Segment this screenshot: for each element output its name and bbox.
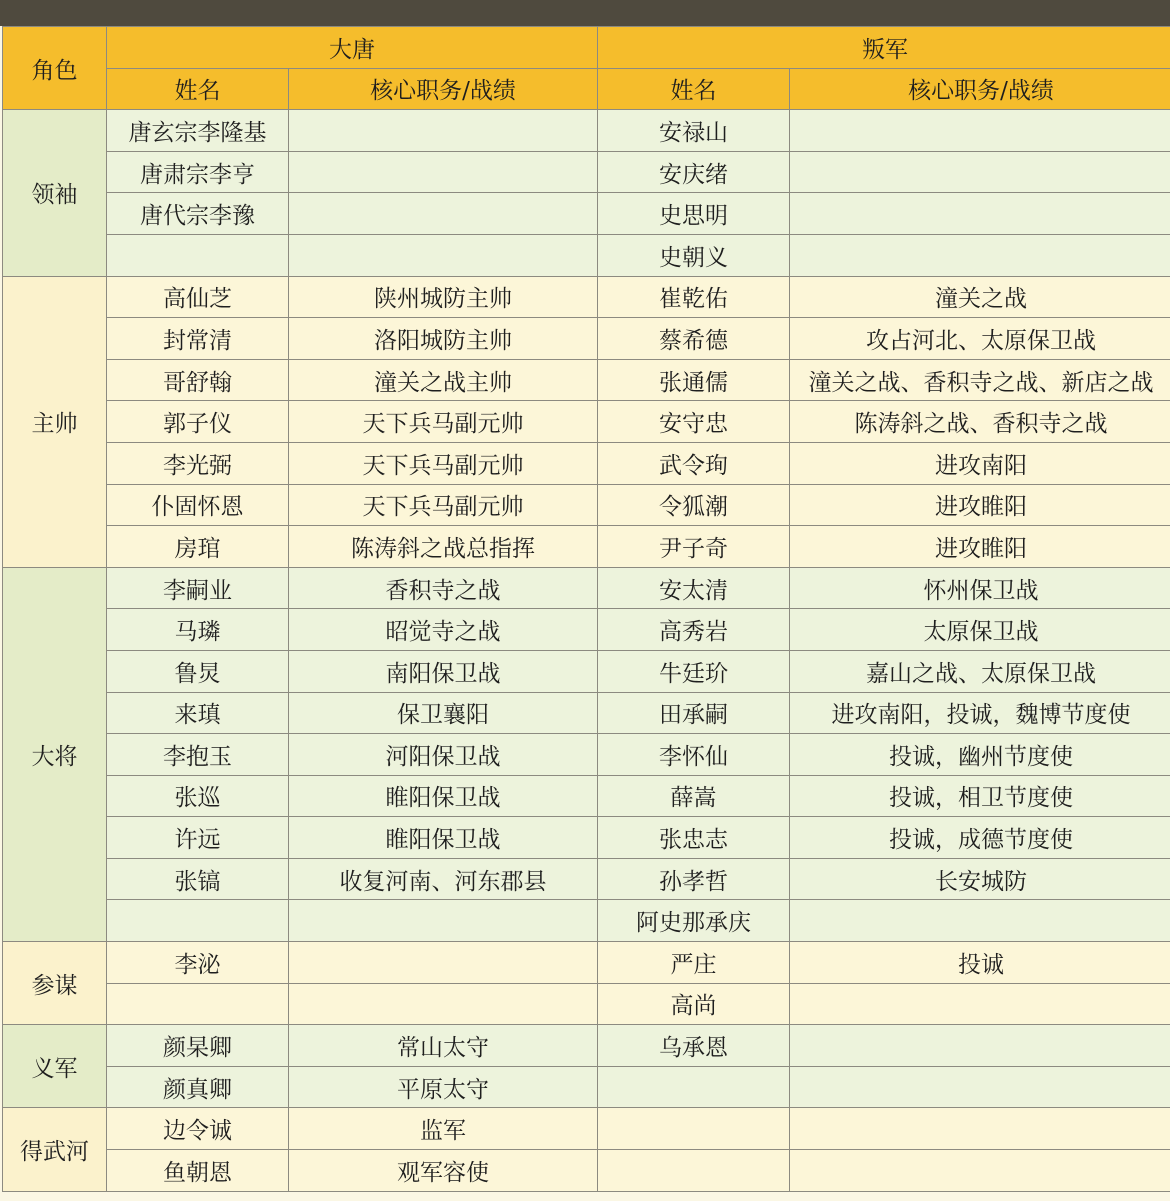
table-row xyxy=(3,484,1170,526)
rebel-duty-cell: 进攻睢阳 xyxy=(790,484,1170,526)
rebel-name-cell: 阿史那承庆 xyxy=(598,900,790,942)
table-row xyxy=(3,151,1170,193)
rebel-duty-cell: 长安城防 xyxy=(790,858,1170,900)
table-row xyxy=(3,983,1170,1025)
role-cell: 参谋 xyxy=(3,942,107,1025)
table-row xyxy=(3,526,1170,568)
rebel-duty-cell xyxy=(790,110,1170,152)
table-row xyxy=(3,567,1170,609)
rebel-name-cell: 薛嵩 xyxy=(598,775,790,817)
tang-name-cell xyxy=(107,900,289,942)
table-row xyxy=(3,1150,1170,1192)
table-row xyxy=(3,692,1170,734)
tang-name-cell: 李嗣业 xyxy=(107,567,289,609)
rebel-duty-cell: 进攻南阳，投诚，魏博节度使 xyxy=(790,692,1170,734)
rebel-name-cell: 高尚 xyxy=(598,983,790,1025)
tang-duty-cell: 陕州城防主帅 xyxy=(289,276,598,318)
top-bar xyxy=(0,0,1170,26)
tang-duty-cell: 收复河南、河东郡县 xyxy=(289,858,598,900)
table-row xyxy=(3,276,1170,318)
tang-name-cell: 郭子仪 xyxy=(107,401,289,443)
tang-duty-cell: 天下兵马副元帅 xyxy=(289,484,598,526)
rebel-duty-cell xyxy=(790,1025,1170,1067)
table-row xyxy=(3,1066,1170,1108)
tang-duty-cell xyxy=(289,900,598,942)
rebel-duty-cell xyxy=(790,1108,1170,1150)
tang-duty-cell: 观军容使 xyxy=(289,1150,598,1192)
table-row xyxy=(3,234,1170,276)
role-cell: 得武河 xyxy=(3,1108,107,1191)
tang-duty-cell xyxy=(289,110,598,152)
rebel-duty-cell: 潼关之战、香积寺之战、新店之战 xyxy=(790,359,1170,401)
rebel-duty-cell: 投诚，成德节度使 xyxy=(790,817,1170,859)
rebel-name-cell: 李怀仙 xyxy=(598,734,790,776)
tang-name-cell xyxy=(107,234,289,276)
tang-name-cell: 高仙芝 xyxy=(107,276,289,318)
table-row xyxy=(3,193,1170,235)
rebel-duty-cell: 进攻南阳 xyxy=(790,442,1170,484)
tang-duty-cell: 河阳保卫战 xyxy=(289,734,598,776)
tang-name-cell: 李光弼 xyxy=(107,442,289,484)
rebel-name-cell: 安禄山 xyxy=(598,110,790,152)
tang-duty-cell: 香积寺之战 xyxy=(289,567,598,609)
rebel-name-cell: 孙孝哲 xyxy=(598,858,790,900)
rebel-name-cell: 崔乾佑 xyxy=(598,276,790,318)
tang-name-cell: 仆固怀恩 xyxy=(107,484,289,526)
rebel-duty-cell xyxy=(790,234,1170,276)
tang-duty-cell: 天下兵马副元帅 xyxy=(289,401,598,443)
table-row xyxy=(3,442,1170,484)
table-row xyxy=(3,650,1170,692)
rebel-name-cell xyxy=(598,1066,790,1108)
tang-duty-cell xyxy=(289,193,598,235)
rebel-name-cell: 安太清 xyxy=(598,567,790,609)
table-row xyxy=(3,110,1170,152)
header-rebel-duty: 核心职务/战绩 xyxy=(790,68,1170,110)
tang-duty-cell: 潼关之战主帅 xyxy=(289,359,598,401)
header-tang-name: 姓名 xyxy=(107,68,289,110)
tang-duty-cell: 保卫襄阳 xyxy=(289,692,598,734)
tang-duty-cell: 洛阳城防主帅 xyxy=(289,318,598,360)
rebel-name-cell xyxy=(598,1150,790,1192)
tang-name-cell xyxy=(107,983,289,1025)
table-row xyxy=(3,775,1170,817)
tang-duty-cell: 南阳保卫战 xyxy=(289,650,598,692)
tang-name-cell: 颜真卿 xyxy=(107,1066,289,1108)
tang-name-cell: 颜杲卿 xyxy=(107,1025,289,1067)
header-tang-duty: 核心职务/战绩 xyxy=(289,68,598,110)
table-row xyxy=(3,734,1170,776)
tang-name-cell: 许远 xyxy=(107,817,289,859)
tang-name-cell: 李抱玉 xyxy=(107,734,289,776)
role-cell: 领袖 xyxy=(3,110,107,276)
tang-duty-cell xyxy=(289,234,598,276)
header-tang: 大唐 xyxy=(107,27,598,69)
rebel-duty-cell: 陈涛斜之战、香积寺之战 xyxy=(790,401,1170,443)
tang-duty-cell: 监军 xyxy=(289,1108,598,1150)
tang-name-cell: 来瑱 xyxy=(107,692,289,734)
rebel-duty-cell xyxy=(790,1150,1170,1192)
tang-name-cell: 唐代宗李豫 xyxy=(107,193,289,235)
table-body xyxy=(3,110,1170,1191)
rebel-name-cell: 史思明 xyxy=(598,193,790,235)
tang-duty-cell xyxy=(289,942,598,984)
rebel-name-cell: 蔡希德 xyxy=(598,318,790,360)
role-cell: 义军 xyxy=(3,1025,107,1108)
tang-name-cell: 李泌 xyxy=(107,942,289,984)
rebel-name-cell: 尹子奇 xyxy=(598,526,790,568)
an-shi-rebellion-table xyxy=(2,26,1170,1192)
tang-name-cell: 哥舒翰 xyxy=(107,359,289,401)
role-cell: 主帅 xyxy=(3,276,107,567)
rebel-duty-cell xyxy=(790,151,1170,193)
rebel-duty-cell: 投诚 xyxy=(790,942,1170,984)
tang-duty-cell xyxy=(289,983,598,1025)
rebel-duty-cell: 太原保卫战 xyxy=(790,609,1170,651)
tang-name-cell: 鱼朝恩 xyxy=(107,1150,289,1192)
tang-duty-cell: 睢阳保卫战 xyxy=(289,817,598,859)
rebel-name-cell: 张通儒 xyxy=(598,359,790,401)
rebel-duty-cell: 攻占河北、太原保卫战 xyxy=(790,318,1170,360)
rebel-duty-cell xyxy=(790,193,1170,235)
role-cell: 大将 xyxy=(3,567,107,941)
rebel-name-cell: 武令珣 xyxy=(598,442,790,484)
tang-name-cell: 马璘 xyxy=(107,609,289,651)
rebel-duty-cell: 潼关之战 xyxy=(790,276,1170,318)
rebel-name-cell: 张忠志 xyxy=(598,817,790,859)
tang-name-cell: 封常清 xyxy=(107,318,289,360)
table-row xyxy=(3,609,1170,651)
rebel-name-cell: 高秀岩 xyxy=(598,609,790,651)
header-role: 角色 xyxy=(3,27,107,110)
table-row xyxy=(3,401,1170,443)
rebel-name-cell: 安守忠 xyxy=(598,401,790,443)
table-row xyxy=(3,900,1170,942)
tang-name-cell: 房琯 xyxy=(107,526,289,568)
rebel-duty-cell: 怀州保卫战 xyxy=(790,567,1170,609)
tang-name-cell: 唐肃宗李亨 xyxy=(107,151,289,193)
rebel-duty-cell: 进攻睢阳 xyxy=(790,526,1170,568)
rebel-duty-cell xyxy=(790,1066,1170,1108)
rebel-name-cell: 严庄 xyxy=(598,942,790,984)
header-rebel-name: 姓名 xyxy=(598,68,790,110)
rebel-name-cell: 史朝义 xyxy=(598,234,790,276)
table-row xyxy=(3,359,1170,401)
rebel-name-cell: 令狐潮 xyxy=(598,484,790,526)
rebel-name-cell xyxy=(598,1108,790,1150)
rebel-name-cell: 乌承恩 xyxy=(598,1025,790,1067)
rebel-name-cell: 田承嗣 xyxy=(598,692,790,734)
rebel-duty-cell: 投诚，相卫节度使 xyxy=(790,775,1170,817)
header-rebel: 叛军 xyxy=(598,27,1170,69)
table-row xyxy=(3,942,1170,984)
tang-name-cell: 边令诚 xyxy=(107,1108,289,1150)
tang-duty-cell: 睢阳保卫战 xyxy=(289,775,598,817)
rebel-duty-cell xyxy=(790,983,1170,1025)
tang-duty-cell xyxy=(289,151,598,193)
rebel-duty-cell xyxy=(790,900,1170,942)
table-row xyxy=(3,817,1170,859)
table-row xyxy=(3,1108,1170,1150)
tang-name-cell: 唐玄宗李隆基 xyxy=(107,110,289,152)
rebel-name-cell: 安庆绪 xyxy=(598,151,790,193)
tang-duty-cell: 昭觉寺之战 xyxy=(289,609,598,651)
table-row xyxy=(3,318,1170,360)
rebel-duty-cell: 嘉山之战、太原保卫战 xyxy=(790,650,1170,692)
tang-name-cell: 张镐 xyxy=(107,858,289,900)
tang-duty-cell: 常山太守 xyxy=(289,1025,598,1067)
tang-duty-cell: 陈涛斜之战总指挥 xyxy=(289,526,598,568)
table-row xyxy=(3,1025,1170,1067)
tang-name-cell: 张巡 xyxy=(107,775,289,817)
tang-name-cell: 鲁炅 xyxy=(107,650,289,692)
rebel-name-cell: 牛廷玠 xyxy=(598,650,790,692)
rebel-duty-cell: 投诚，幽州节度使 xyxy=(790,734,1170,776)
tang-duty-cell: 平原太守 xyxy=(289,1066,598,1108)
table-row xyxy=(3,858,1170,900)
tang-duty-cell: 天下兵马副元帅 xyxy=(289,442,598,484)
